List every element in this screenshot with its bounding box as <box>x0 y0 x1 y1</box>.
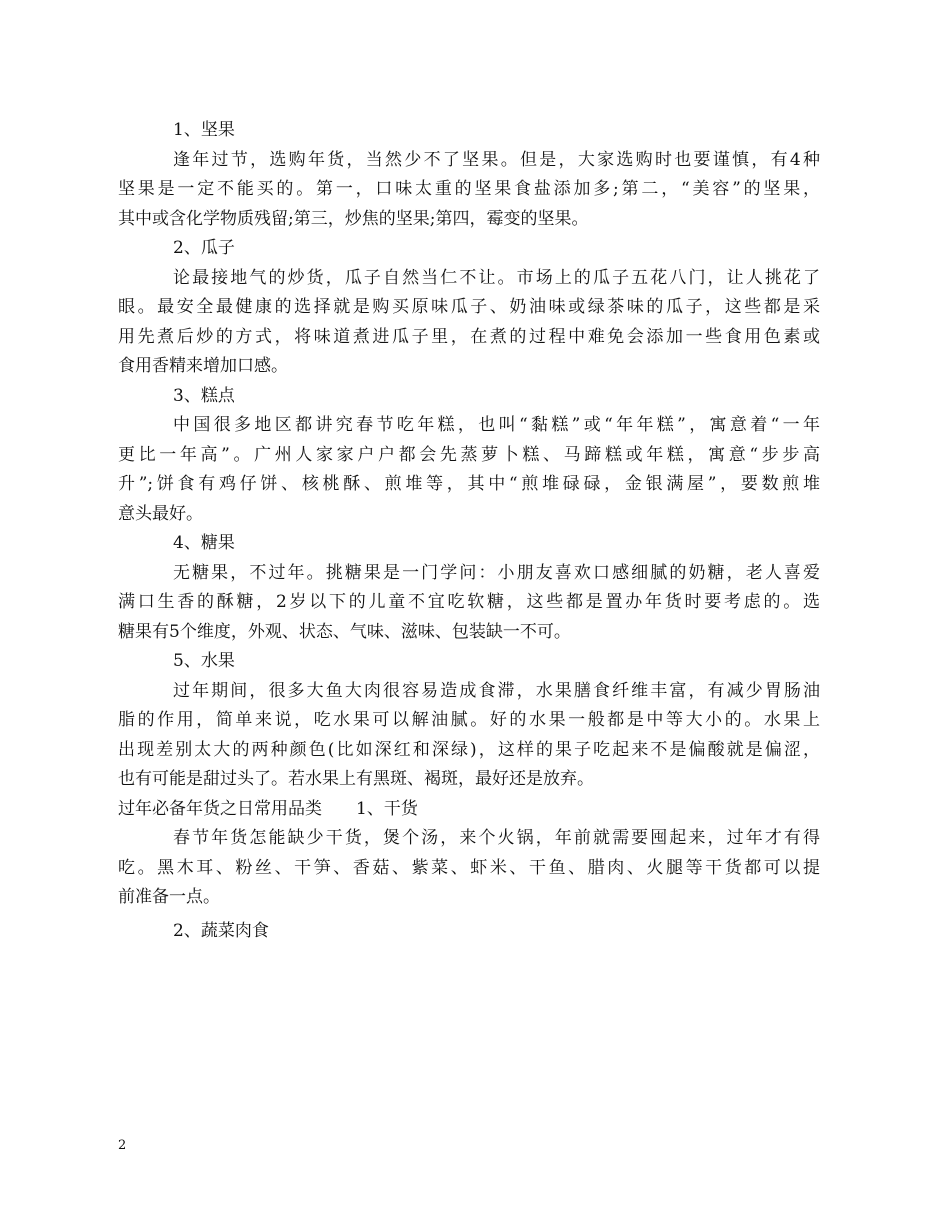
section-heading-fruit: 5、水果 <box>173 651 235 671</box>
paragraph-line: 无糖果，不过年。挑糖果是一门学问：小朋友喜欢口感细腻的奶糖，老人喜爱 <box>173 562 820 583</box>
paragraph-line: 脂的作用，简单来说，吃水果可以解油腻。好的水果一般都是中等大小的。水果上 <box>118 710 820 730</box>
section-heading-pastry: 3、糕点 <box>173 385 235 406</box>
paragraph-line: 吃。黑木耳、粉丝、干笋、香菇、紫菜、虾米、干鱼、腊肉、火腿等干货都可以提 <box>118 857 820 878</box>
paragraph-line: 眼。最安全最健康的选择就是购买原味瓜子、奶油味或绿茶味的瓜子，这些都是采 <box>118 297 820 317</box>
paragraph-line: 坚果是一定不能买的。第一，口味太重的坚果食盐添加多;第二，“美容”的坚果， <box>118 179 820 199</box>
paragraph-line: 用先煮后炒的方式，将味道煮进瓜子里，在煮的过程中难免会添加一些食用色素或 <box>118 326 820 347</box>
section-heading-seeds: 2、瓜子 <box>173 238 235 258</box>
paragraph-line: 更比一年高”。广州人家家户户都会先蒸萝卜糕、马蹄糕或年糕，寓意“步步高 <box>118 444 820 465</box>
paragraph-line: 逢年过节，选购年货，当然少不了坚果。但是，大家选购时也要谨慎，有4种 <box>173 149 820 170</box>
document-body <box>118 116 820 946</box>
paragraph-line: 中国很多地区都讲究春节吃年糕，也叫“黏糕”或“年年糕”，寓意着“一年 <box>173 415 820 435</box>
paragraph-line: 其中或含化学物质残留;第三，炒焦的坚果;第四，霉变的坚果。 <box>118 208 589 229</box>
paragraph-line: 过年期间，很多大鱼大肉很容易造成食滞，水果膳食纤维丰富，有减少胃肠油 <box>173 680 820 701</box>
section-heading-vegetables-meat: 2、蔬菜肉食 <box>173 920 269 941</box>
paragraph-line: 春节年货怎能缺少干货，煲个汤，来个火锅，年前就需要囤起来，过年才有得 <box>173 828 820 848</box>
paragraph-line: 论最接地气的炒货，瓜子自然当仁不让。市场上的瓜子五花八门，让人挑花了 <box>173 267 820 288</box>
section-heading-candy: 4、糖果 <box>173 533 235 553</box>
paragraph-line: 满口生香的酥糖，2岁以下的儿童不宜吃软糖，这些都是置办年货时要考虑的。选 <box>118 592 820 612</box>
paragraph-line: 前准备一点。 <box>118 887 220 907</box>
category-heading-daily-goods: 过年必备年货之日常用品类 1、干货 <box>118 798 418 819</box>
paragraph-line: 意头最好。 <box>118 503 203 524</box>
paragraph-line: 食用香精来增加口感。 <box>118 356 288 376</box>
section-heading-nuts: 1、坚果 <box>173 120 235 140</box>
page-number: 2 <box>118 1138 127 1153</box>
paragraph-line: 升”;饼食有鸡仔饼、核桃酥、煎堆等，其中“煎堆碌碌，金银满屋”，要数煎堆 <box>118 474 820 494</box>
paragraph-line: 出现差别太大的两种颜色(比如深红和深绿)，这样的果子吃起来不是偏酸就是偏涩， <box>118 739 820 760</box>
paragraph-line: 也有可能是甜过头了。若水果上有黑斑、褐斑，最好还是放弃。 <box>118 769 594 789</box>
paragraph-line: 糖果有5个维度，外观、状态、气味、滋味、包装缺一不可。 <box>118 621 571 642</box>
